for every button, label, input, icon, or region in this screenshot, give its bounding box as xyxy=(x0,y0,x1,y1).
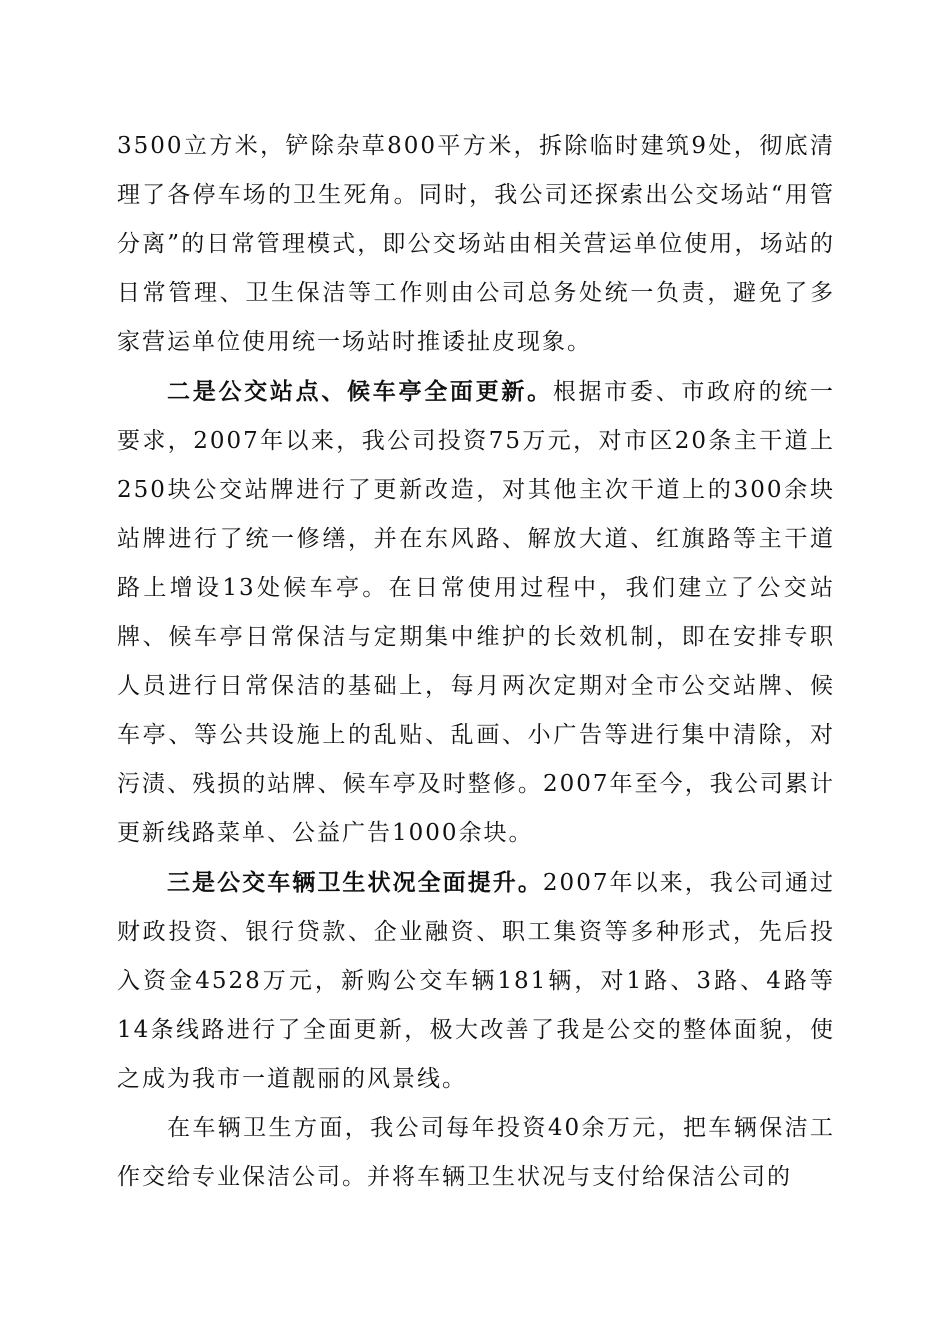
paragraph-lead-heading: 二是公交站点、候车亭全面更新。 xyxy=(167,378,553,405)
paragraph-text: 2007年以来，我公司通过财政投资、银行贷款、企业融资、职工集资等多种形式，先后投入资金4528万元，新购公交车辆181辆，对1路、3路、4路等14条线路进行了全面更新，极大改善了我是公交的整体面貌，使之成为我市一道靓丽的风景线。 xyxy=(117,870,835,1092)
paragraph-text: 根据市委、市政府的统一要求，2007年以来，我公司投资75万元，对市区20条主干道上250块公交站牌进行了更新改造，对其他主次干道上的300余块站牌进行了统一修缮，并在东风路、解放大道、红旗路等主干道路上增设13处候车亭。在日常使用过程中，我们建立了公交站牌、候车亭日常保洁与定期集中维护的长效机制，即在安排专职人员进行日常保洁的基础上，每月两次定期对全市公交站牌、候车亭、等公共设施上的乱贴、乱画、小广告等进行集中清除，对污渍、残损的站牌、候车亭及时整修。2007年至今，我公司累计更新线路菜单、公益广告1000余块。 xyxy=(117,379,836,846)
paragraph-text: 3500立方米，铲除杂草800平方米，拆除临时建筑9处，彻底清理了各停车场的卫生死角。同时，我公司还探索出公交场站“用管分离”的日常管理模式，即公交场站由相关营运单位使用，场站的日常管理、卫生保洁等工作则由公司总务处统一负责，避免了多家营运单位使用统一场站时推诿扯皮现象。 xyxy=(117,133,835,355)
paragraph-vehicle-hygiene xyxy=(117,1104,835,1202)
document-body xyxy=(117,122,835,1202)
paragraph-text: 在车辆卫生方面，我公司每年投资40余万元，把车辆保洁工作交给专业保洁公司。并将车辆卫生状况与支付给保洁公司的 xyxy=(117,1115,835,1190)
paragraph-lead-heading: 三是公交车辆卫生状况全面提升。 xyxy=(167,869,543,896)
paragraph-bus-vehicles xyxy=(117,858,835,1104)
paragraph-continuation xyxy=(117,122,835,367)
paragraph-bus-stops xyxy=(117,367,835,858)
